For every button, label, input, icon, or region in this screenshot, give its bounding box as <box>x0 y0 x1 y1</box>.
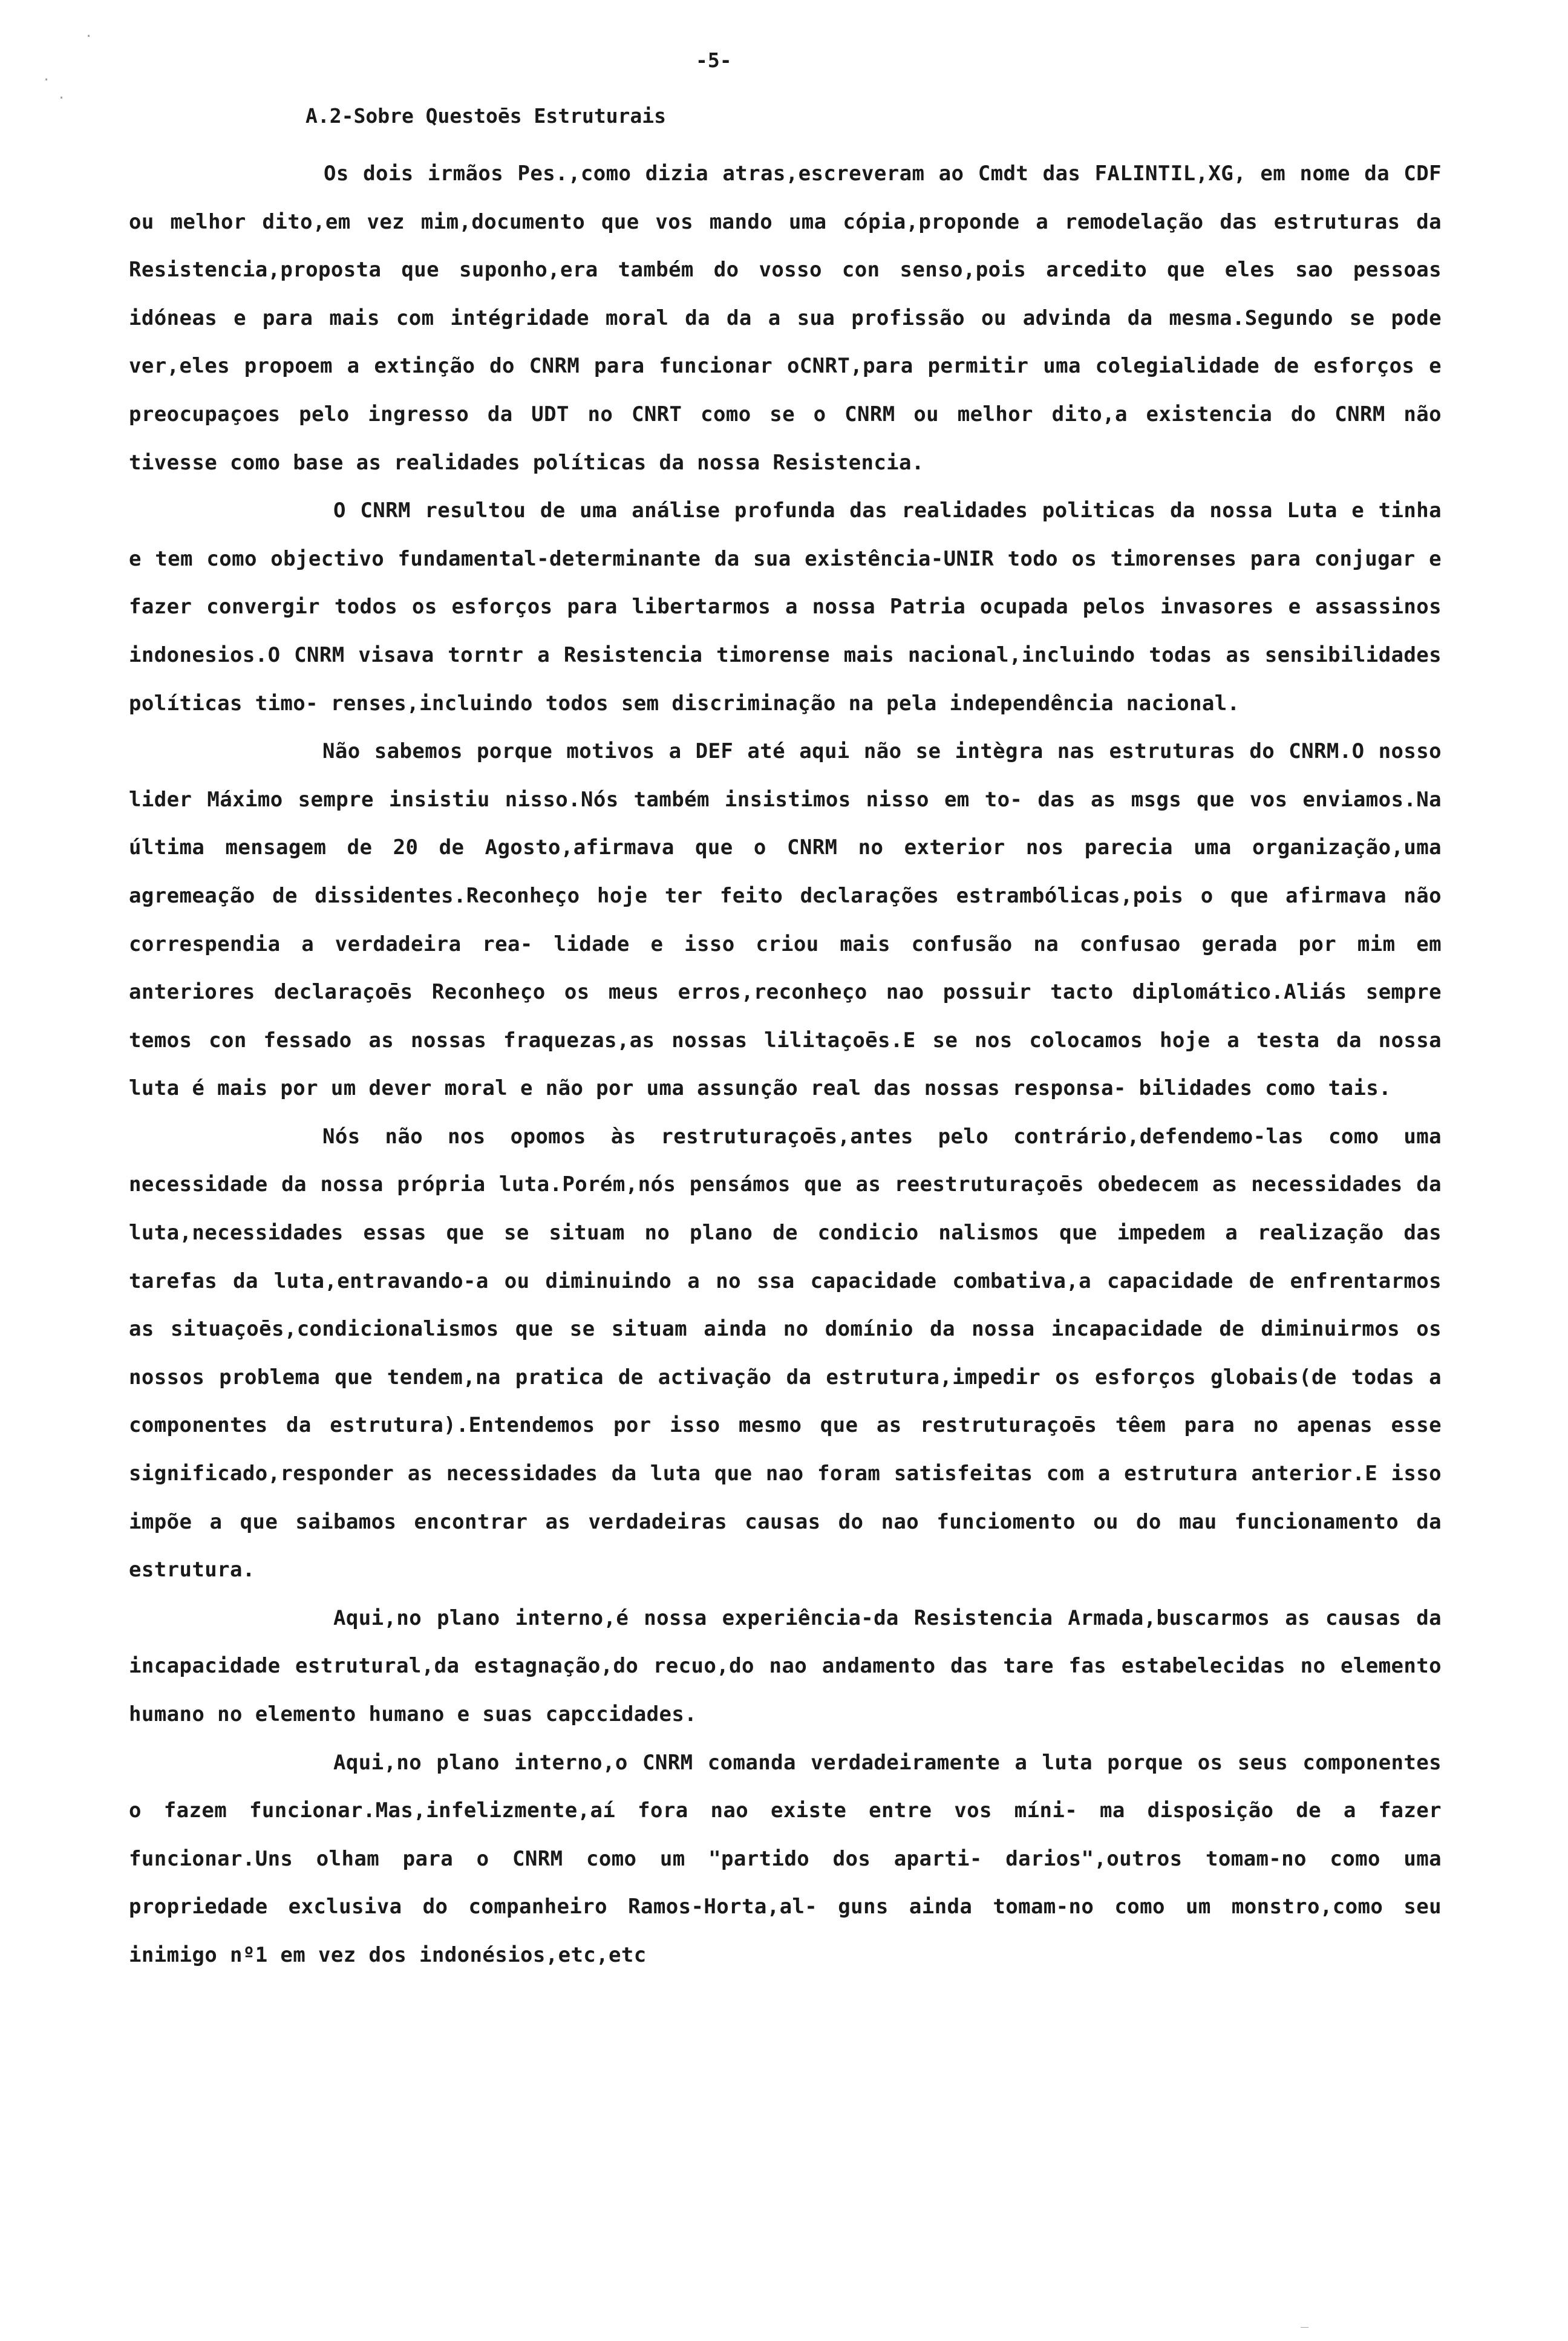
scan-speck: · <box>42 73 51 88</box>
paragraph: Aqui,no plano interno,é nossa experiência-da Resistencia Armada,buscarmos as causas da incapacidade estrutural,da estagnação,do recuo,do nao andamento das tare fas estabelecidas no elemento humano no elemento humano e suas capccidades. <box>129 1605 1442 1726</box>
scan-speck: · <box>57 91 66 106</box>
body-text <box>129 150 1442 1980</box>
scan-speck: ‾ <box>1301 2326 1309 2341</box>
paragraph: Os dois irmãos Pes.,como dizia atras,escreveram ao Cmdt das FALINTIL,XG, em nome da CDF ou melhor dito,em vez mim,documento que vos mando uma cópia,proponde a remodelação das estruturas da Resistencia,proposta que suponho,era também do vosso con senso,pois arcedito que eles sao pessoas idóneas e para mais com intégridade moral da da a sua profissão ou advinda da mesma.Segundo se pode ver,eles propoem a extinção do CNRM para funcionar oCNRT,para permitir uma colegialidade de esforços e preocupaçoes pelo ingresso da UDT no CNRT como se o CNRM ou melhor dito,a existencia do CNRM não tivesse como base as realidades políticas da nossa Resistencia. <box>129 162 1442 475</box>
section-heading: A.2-Sobre Questoēs Estruturais <box>305 104 667 128</box>
page-number: -5- <box>696 48 732 72</box>
paragraph: Aqui,no plano interno,o CNRM comanda verdadeiramente a luta porque os seus componentes o fazem funcionar.Mas,infelizmente,aí fora nao existe entre vos míni- ma disposição de a fazer funcionar.Uns olham para o CNRM como um "partido dos aparti- darios",outros tomam-no como uma propriedade exclusiva do companheiro Ramos-Horta,al- guns ainda tomam-no como um monstro,como seu inimigo nº1 em vez dos indonésios,etc,etc <box>129 1750 1442 1967</box>
paragraph: Nós não nos opomos às restruturaçoēs,antes pelo contrário,defendemo-las como uma necessidade da nossa própria luta.Porém,nós pensámos que as reestruturaçoēs obedecem as necessidades da luta,necessidades essas que se situam no plano de condicio nalismos que impedem a realização das tarefas da luta,entravando-a ou diminuindo a no ssa capacidade combativa,a capacidade de enfrentarmos as situaçoēs,condicionalismos que se situam ainda no domínio da nossa incapacidade de diminuirmos os nossos problema que tendem,na pratica de activação da estrutura,impedir os esforços globais(de todas a componentes da estrutura).Entendemos por isso mesmo que as restruturaçoēs têem para no apenas esse significado,responder as necessidades da luta que nao foram satisfeitas com a estrutura anterior.E isso impõe a que saibamos encontrar as verdadeiras causas do nao funciomento ou do mau funcionamento da estrutura. <box>129 1124 1442 1582</box>
scan-speck: · <box>85 29 93 44</box>
paragraph: O CNRM resultou de uma análise profunda das realidades politicas da nossa Luta e tinha e tem como objectivo fundamental-determinante da sua existência-UNIR todo os timorenses para conjugar e fazer convergir todos os esforços para libertarmos a nossa Patria ocupada pelos invasores e assassinos indonesios.O CNRM visava torntr a Resistencia timorense mais nacional,incluindo todas as sensibilidades políticas timo- renses,incluindo todos sem discriminação na pela independência nacional. <box>129 498 1442 716</box>
paragraph: Não sabemos porque motivos a DEF até aqui não se intègra nas estruturas do CNRM.O nosso lider Máximo sempre insistiu nisso.Nós também insistimos nisso em to- das as msgs que vos enviamos.Na última mensagem de 20 de Agosto,afirmava que o CNRM no exterior nos parecia uma organização,uma agremeação de dissidentes.Reconheço hoje ter feito declarações estrambólicas,pois o que afirmava não correspendia a verdadeira rea- lidade e isso criou mais confusão na confusao gerada por mim em anteriores declaraçoēs Reconheço os meus erros,reconheço nao possuir tacto diplomático.Aliás sempre temos con fessado as nossas fraquezas,as nossas lilitaçoēs.E se nos colocamos hoje a testa da nossa luta é mais por um dever moral e não por uma assunção real das nossas responsa- bilidades como tais. <box>129 739 1442 1101</box>
